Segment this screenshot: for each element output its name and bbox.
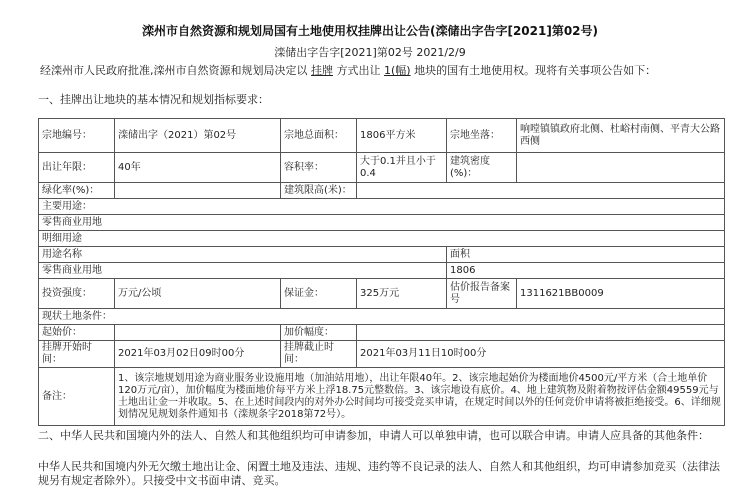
table-cell: 挂牌截止时间： [281,341,357,368]
table-cell: 挂牌开始时间： [39,341,115,368]
table-cell: 保证金： [281,279,357,309]
table-row [39,231,725,247]
table-cell: 万元/公顷 [115,279,281,309]
intro-text-middle: 方式出让 [336,64,381,77]
table-cell: 2021年03月11日10时00分 [357,341,725,368]
table-cell: 明细用途 [39,231,725,247]
section-1-heading: 一、挂牌出让地块的基本情况和规划指标要求： [38,93,269,106]
table-cell: 1806平方米 [357,119,447,153]
table-row [39,247,725,263]
table-row [39,325,725,341]
table-cell: 加价幅度： [281,325,357,341]
table-cell: 主要用途： [39,199,725,215]
table-cell: 起始价： [39,325,115,341]
table-row [39,199,725,215]
intro-count: 1(幅) [384,64,411,77]
intro-paragraph [40,62,656,78]
table-cell: 容积率： [281,153,357,183]
table-cell [115,325,281,341]
table-row [39,119,725,153]
intro-text: 经滦州市人民政府批准,滦州市自然资源和规划局决定以 [40,64,308,77]
table-cell: 40年 [115,153,281,183]
table-cell: 宗地坐落： [447,119,517,153]
table-cell: 建筑密度(%)： [447,153,517,183]
table-cell [357,325,725,341]
table-cell: 1806 [447,263,725,279]
table-cell: 出让年限： [39,153,115,183]
table-cell: 大于0.1并且小于0.4 [357,153,447,183]
table-cell: 宗地编号： [39,119,115,153]
table-cell: 2021年03月02日09时00分 [115,341,281,368]
table-cell [115,183,281,199]
document-title: 滦州市自然资源和规划局国有土地使用权挂牌出让公告(滦储出字告字[2021]第02号) [141,24,599,38]
document-subtitle: 滦储出字告字[2021]第02号 2021/2/9 [274,46,466,59]
table-cell: 滦储出字（2021）第02号 [115,119,281,153]
table-cell: 备注： [39,368,115,426]
table-cell: 绿化率(%)： [39,183,115,199]
table-cell [357,183,725,199]
table-cell: 估价报告备案号 [447,279,517,309]
section-2-paragraph: 中华人民共和国境内外无欠缴土地出让金、闲置土地及违法、违规、违约等不良记录的法人、自然人和其他组织，均可申请参加竞买（法律法规另有规定者除外）。只接受中文书面申请、竞买。 [38,460,720,487]
table-row [39,368,725,426]
intro-text-end: 地块的国有土地使用权。现将有关事项公告如下： [414,64,657,77]
table-row [39,215,725,231]
table-cell [517,153,725,183]
table-row [39,279,725,309]
table-cell: 投资强度： [39,279,115,309]
table-cell: 零售商业用地 [39,263,447,279]
section-2-heading: 二、中华人民共和国境内外的法人、自然人和其他组织均可申请参加，申请人可以单独申请，也可以联合申请。申请人应具备的其他条件： [38,429,709,442]
table-row [39,341,725,368]
table-cell: 响嘡镇镇政府北侧、杜峪村南侧、平青大公路西侧 [517,119,725,153]
land-info-table [38,118,725,426]
table-cell: 325万元 [357,279,447,309]
table-cell: 建筑限高(米)： [281,183,357,199]
table-cell: 零售商业用地 [39,215,725,231]
table-row [39,309,725,325]
table-row [39,153,725,183]
intro-method: 挂牌 [311,64,333,77]
table-cell: 1、该宗地规划用途为商业服务业设施用地（加油站用地），出让年限40年。2、该宗地起始价为楼面地价4500元/平方米（合土地单价120万元/亩），加价幅度为楼面地价每平方米上浮18.75元整数倍。3、该宗地设有底价。4、地上建筑物及附着物按评估金额49559元与土地出让金一并收取。5、在上述时间段内的对外办公时间均可接受竞买申请，在规定时间以外的任何竞价申请将被拒绝接受。6、详细规划情况见规划条件通知书（滦规条字2018第72号）。 [115,368,725,426]
table-cell: 现状土地条件： [39,309,725,325]
table-row [39,263,725,279]
table-cell: 用途名称 [39,247,447,263]
table-cell: 宗地总面积： [281,119,357,153]
table-cell: 1311621BB0009 [517,279,725,309]
table-row [39,183,725,199]
table-cell: 面积 [447,247,725,263]
